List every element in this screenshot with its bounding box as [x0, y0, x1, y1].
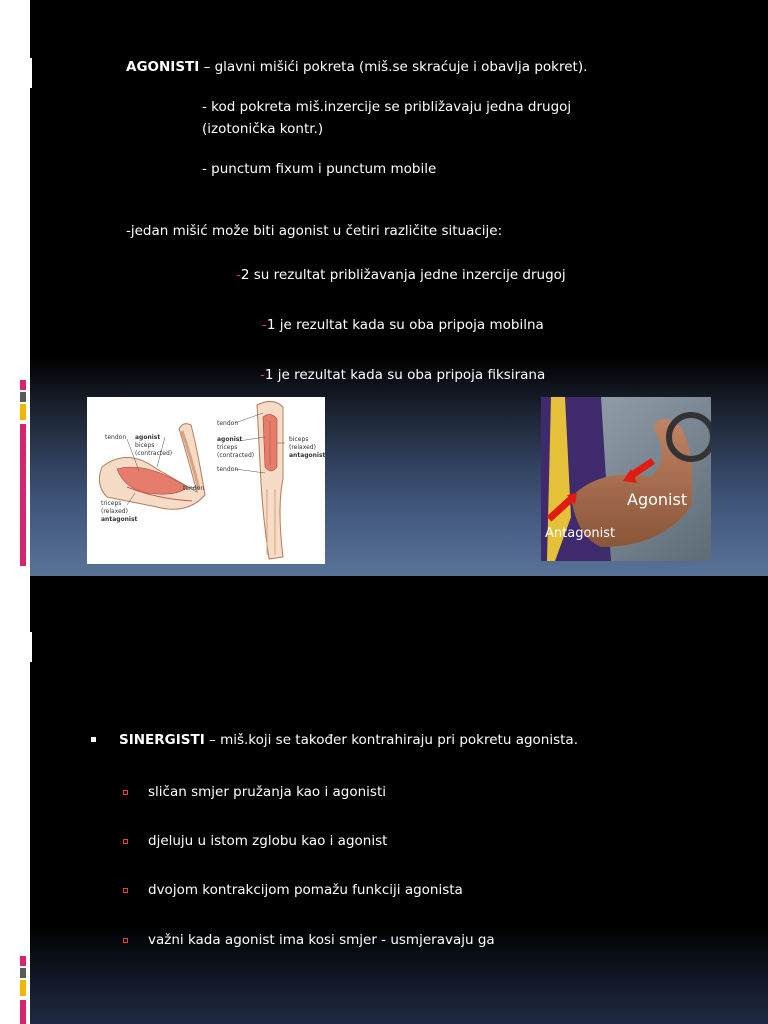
agonisti-definition: – glavni mišići pokreta (miš.se skraćuje i obavlja pokret). — [199, 59, 588, 75]
photo-label-antagonist: Antagonist — [545, 526, 616, 541]
label-agonist: agonist — [135, 434, 161, 441]
label-contracted-2: (contracted) — [217, 452, 255, 459]
sub-bullet — [123, 839, 128, 844]
sinergisti-definition: – miš.koji se također kontrahiraju pri pokretu agonista. — [204, 732, 578, 748]
situation-1-number: 2 — [240, 267, 250, 283]
label-triceps: triceps — [101, 500, 122, 507]
flexed-arm-photo-svg — [541, 397, 711, 561]
sub-item-1: sličan smjer pružanja kao i agonisti — [148, 784, 386, 800]
label-contracted: (contracted) — [135, 450, 173, 457]
situations-intro: -jedan mišić može biti agonist u četiri različite situacije: — [126, 223, 503, 239]
sinergisti-heading — [119, 731, 578, 750]
slide-sinergisti — [30, 576, 768, 1024]
point-inzercije-line2: (izotonička kontr.) — [202, 121, 324, 137]
point-punctum: - punctum fixum i punctum mobile — [202, 161, 437, 177]
situation-3: -1 je rezultat kada su oba pripoja fiksirana — [260, 367, 546, 383]
left-edge-strip-2 — [20, 956, 26, 1024]
situation-2-number: 1 — [266, 317, 276, 333]
label-antagonist: antagonist — [101, 516, 138, 523]
label-antagonist-2: antagonist — [289, 452, 325, 459]
situation-1: -2 su rezultat približavanja jedne inzercije drugoj — [236, 267, 566, 283]
agonisti-heading — [126, 58, 587, 77]
label-biceps: biceps — [135, 442, 155, 449]
label-triceps-2: triceps — [217, 444, 238, 451]
label-tendon-c: tendon — [217, 420, 239, 427]
slide-corner-mark — [30, 58, 32, 88]
situation-3-number: 1 — [264, 367, 274, 383]
arm-muscle-diagram — [87, 397, 325, 564]
label-tendon-b: tendon — [183, 485, 205, 492]
sub-item-2: djeluju u istom zglobu kao i agonist — [148, 833, 388, 849]
label-biceps-2: biceps — [289, 436, 309, 443]
label-tendon-d: tendon — [217, 466, 239, 473]
photo-label-agonist: Agonist — [627, 490, 688, 509]
sub-bullet — [123, 888, 128, 893]
point-inzercije-line1: - kod pokreta miš.inzercije se približavaju jedna drugoj — [202, 99, 572, 115]
label-relaxed-2: (relaxed) — [289, 444, 316, 451]
sub-item-4: važni kada agonist ima kosi smjer - usmjeravaju ga — [148, 932, 495, 948]
left-edge-strip-1 — [20, 380, 26, 570]
sub-bullet — [123, 790, 128, 795]
bullet-square — [91, 737, 96, 742]
sub-bullet — [123, 938, 128, 943]
agonisti-term: AGONISTI — [126, 59, 200, 75]
sinergisti-term: SINERGISTI — [119, 732, 205, 748]
arm-diagram-svg — [87, 397, 325, 564]
situation-2-text: je rezultat kada su oba pripoja mobilna — [275, 317, 544, 333]
situation-2: -1 je rezultat kada su oba pripoja mobilna — [262, 317, 544, 333]
label-agonist-2: agonist — [217, 436, 243, 443]
slide-agonisti — [30, 0, 768, 576]
slide-corner-mark — [30, 632, 32, 662]
situation-3-text: je rezultat kada su oba pripoja fiksirana — [273, 367, 546, 383]
label-tendon-a: tendon — [105, 434, 127, 441]
situation-1-text: su rezultat približavanja jedne inzercije drugoj — [249, 267, 566, 283]
sub-item-3: dvojom kontrakcijom pomažu funkciji agonista — [148, 882, 463, 898]
label-relaxed: (relaxed) — [101, 508, 128, 515]
flexed-arm-photo — [541, 397, 711, 561]
